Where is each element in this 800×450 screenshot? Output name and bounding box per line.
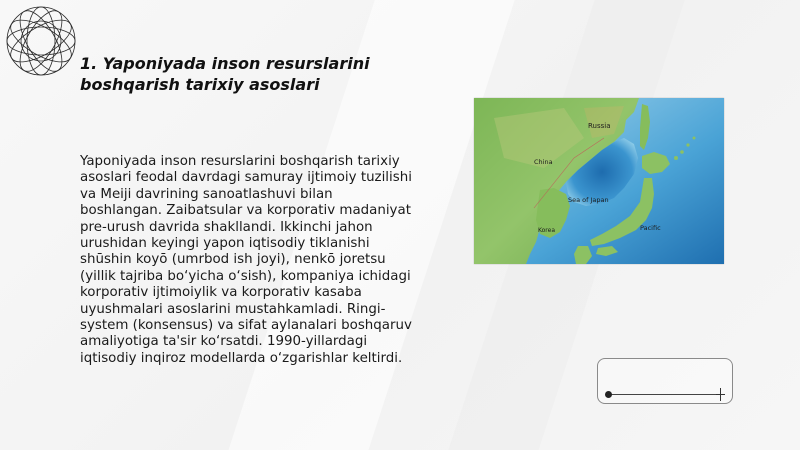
geometric-rosette-icon	[2, 2, 80, 80]
slider-track[interactable]	[608, 394, 720, 395]
slide-title: 1. Yaponiyada inson resurslarini boshqarish tarixiy asoslari	[80, 54, 370, 94]
audio-progress-slider[interactable]	[597, 358, 733, 404]
japan-region-map	[474, 98, 724, 264]
map-label-sea-of-japan: Sea of Japan	[568, 196, 609, 204]
plus-icon[interactable]	[716, 388, 725, 401]
map-label-china: China	[534, 158, 553, 166]
map-label-russia: Russia	[588, 122, 611, 130]
map-label-korea: Korea	[538, 227, 556, 234]
slide-body-text: Yaponiyada inson resurslarini boshqarish tarixiy asoslari feodal davrdagi samuray ijtimoiy tuzilishi va Meiji davrining sanoatlashuvi bilan boshlangan. Zaibatsular va korporativ madaniyat pre-urush davrida shakllandi. Ikkinchi jahon urushidan keyingi yapon iqtisodiy tiklanishi shūshin koyō (umrbod ish joyi), nenkō joretsu (yillik tajriba bo‘yicha o‘sish), kompaniya ichidagi korporativ ijtimoiylik va korporativ kasaba uyushmalari asoslarini mustahkamladi. Ringi-system (konsensus) va sifat aylanalari boshqaruv amaliyotiga ta'sir ko‘rsatdi. 1990-yillardagi iqtisodiy inqiroz modellarda o‘zgarishlar keltirdi.	[80, 154, 412, 366]
map-label-pacific: Pacific	[640, 224, 661, 232]
dot-icon[interactable]	[605, 391, 612, 398]
